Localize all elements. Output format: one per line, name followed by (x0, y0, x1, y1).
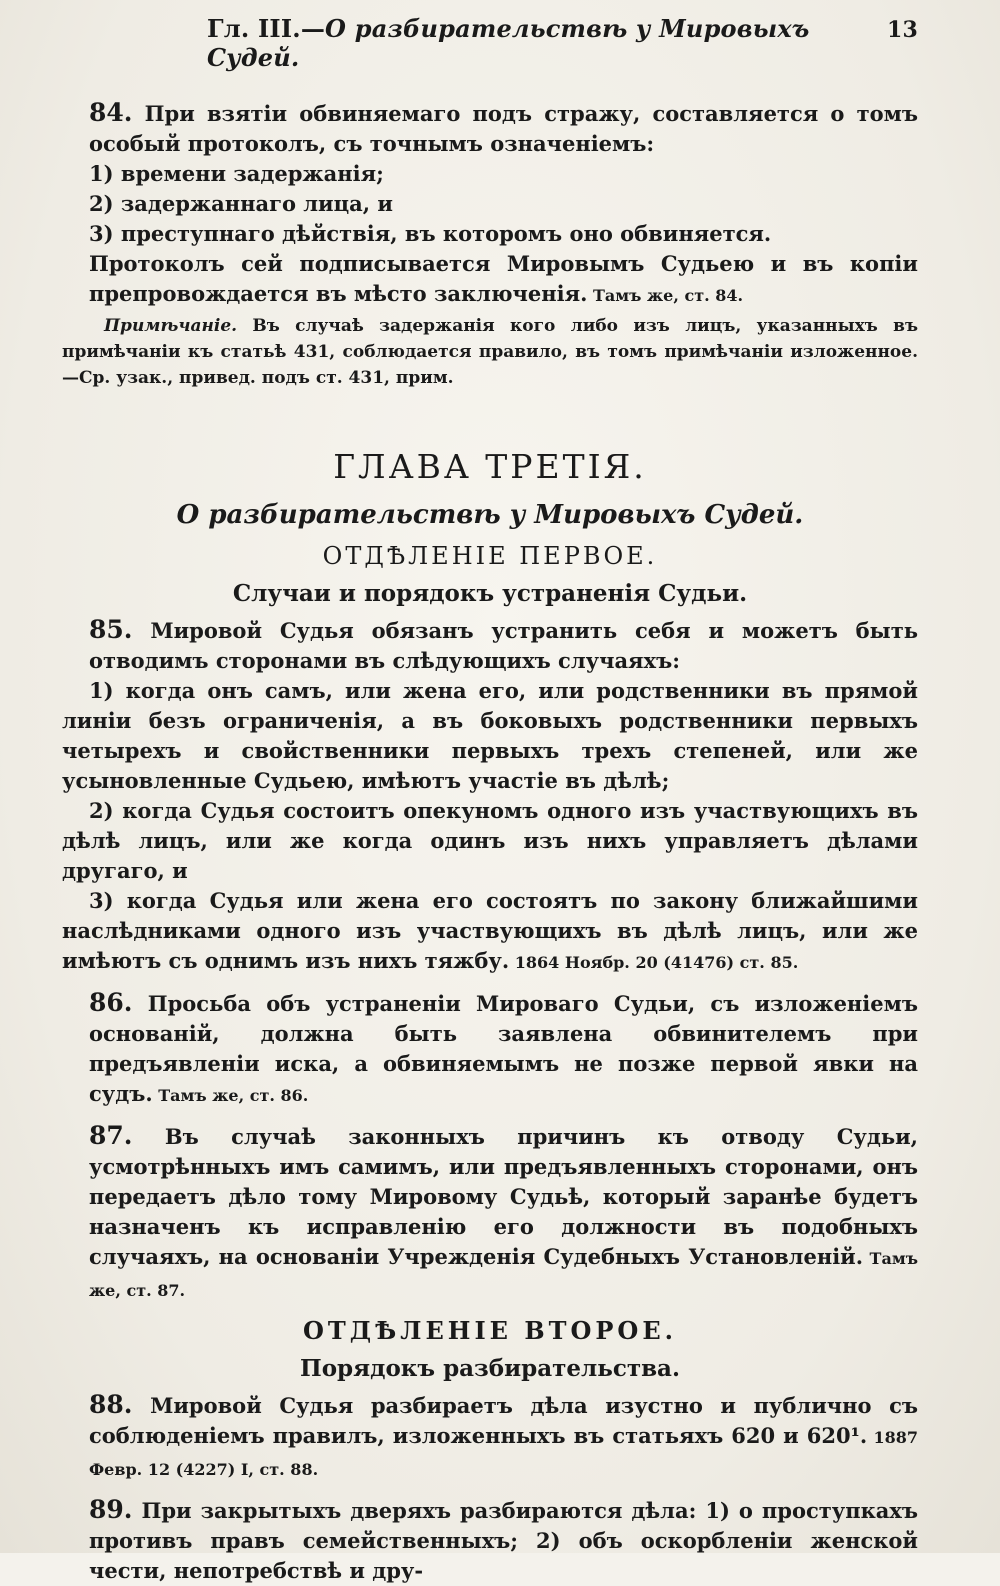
article-88-text (62, 1390, 918, 1485)
article-89 (62, 1495, 918, 1586)
chapter-subtitle: О разбирательствѣ у Мировыхъ Судей. (176, 500, 804, 530)
citation: Тамъ же, ст. 86. (152, 1086, 309, 1105)
list-item: 2) когда Судья состоитъ опекуномъ одного изъ участвующихъ въ дѣлѣ лицъ, или же когда одинъ изъ нихъ управляетъ дѣлами другаго, и (62, 798, 918, 883)
section-heading: ОТДѢЛЕНІЕ ВТОРОЕ. (303, 1316, 677, 1345)
list-item: 3) преступнаго дѣйствія, въ которомъ оно обвиняется. (89, 221, 772, 246)
article-84 (62, 98, 918, 391)
list-item: 1) когда онъ самъ, или жена его, или родственники въ прямой линіи безъ ограниченія, а въ боковыхъ родственники первыхъ четырехъ и свойственники первыхъ трехъ степеней, или же усыновленные Судьею, имѣютъ участіе въ дѣлѣ; (62, 678, 918, 793)
citation: 1864 Ноябр. 20 (41476) ст. 85. (509, 953, 799, 972)
article-number: 85. (89, 615, 133, 644)
article-number: 88. (89, 1390, 133, 1419)
article-88 (62, 1390, 918, 1485)
article-body: Протоколъ сей подписывается Мировымъ Судьею и въ копіи препровождается въ мѣсто заключенія. (89, 251, 918, 306)
article-body: При взятіи обвиняемаго подъ стражу, составляется о томъ особый протоколъ, съ точнымъ означеніемъ: (89, 101, 918, 156)
list-item-text: 3) когда Судья или жена его состоятъ по закону ближайшими наслѣдниками одного изъ участвующихъ въ дѣлѣ лицъ, или же имѣютъ съ однимъ изъ нихъ тяжбу. (62, 888, 918, 973)
list-item: 2) задержаннаго лица, и (89, 191, 393, 216)
note-text: Въ случаѣ задержанія кого либо изъ лицъ, указанныхъ въ примѣчаніи къ статьѣ 431, соблюдается правило, въ томъ примѣчаніи изложенное.—Ср. узак., привед. подъ ст. 431, прим. (62, 316, 918, 388)
article-number: 86. (89, 988, 133, 1017)
article-87-text (62, 1121, 918, 1306)
note (62, 313, 918, 391)
citation: Тамъ же, ст. 84. (587, 286, 744, 305)
page-number: 13 (886, 17, 918, 43)
article-84-after (62, 249, 918, 311)
article-85 (62, 615, 918, 978)
note-label: Примѣчаніе. (104, 316, 238, 336)
article-86 (62, 988, 918, 1111)
article-body: Мировой Судья разбираетъ дѣла изустно и публично съ соблюденіемъ правилъ, изложенныхъ въ статьяхъ 620 и 620¹. (89, 1393, 918, 1448)
chapter-prefix: Гл. III.— (207, 14, 326, 43)
article-body: Мировой Судья обязанъ устранить себя и можетъ быть отводимъ сторонами въ слѣдующихъ случаяхъ: (89, 618, 918, 673)
section-heading: ОТДѢЛЕНІЕ ПЕРВОЕ. (322, 542, 658, 570)
list-item (62, 886, 918, 978)
article-87 (62, 1121, 918, 1306)
article-89-text (62, 1495, 918, 1586)
section-subtitle: Случаи и порядокъ устраненія Судьи. (232, 580, 748, 607)
section-subtitle: Порядокъ разбирательства. (300, 1355, 680, 1382)
running-header (62, 14, 918, 72)
article-number: 87. (89, 1121, 133, 1150)
citation: 1887 Февр. 12 (4227) I, ст. 88. (89, 1428, 918, 1479)
article-85-text (62, 615, 918, 676)
article-number: 89. (89, 1495, 133, 1524)
article-86-text (62, 988, 918, 1111)
spacer (62, 401, 918, 447)
article-body: Просьба объ устраненіи Мироваго Судьи, съ изложеніемъ основаній, должна быть заявлена обвинителемъ при предъявленіи иска, а обвиняемымъ не позже первой явки на судъ. (89, 991, 918, 1106)
chapter-title-running: О разбирательствѣ у Мировыхъ Судей. (207, 14, 810, 72)
citation: Тамъ же, ст. 87. (89, 1249, 918, 1300)
article-body: При закрытыхъ дверяхъ разбираются дѣла: 1) о проступкахъ противъ правъ семейственныхъ; 2) объ оскорбленіи женской чести, непотребствѣ и дру- (89, 1498, 918, 1583)
chapter-heading: ГЛАВА ТРЕТІЯ. (333, 447, 647, 486)
list-item: 1) времени задержанія; (89, 161, 384, 186)
article-body: Въ случаѣ законныхъ причинъ къ отводу Судьи, усмотрѣнныхъ имъ самимъ, или предъявленныхъ сторонами, онъ передаетъ дѣло тому Мировому Судьѣ, который заранѣе будетъ назначенъ къ исправленію его должности въ подобныхъ случаяхъ, на основаніи Учрежденія Судебныхъ Установленій. (89, 1124, 918, 1269)
article-84-text (62, 98, 918, 159)
running-header-title (207, 14, 887, 72)
article-number: 84. (89, 98, 133, 127)
